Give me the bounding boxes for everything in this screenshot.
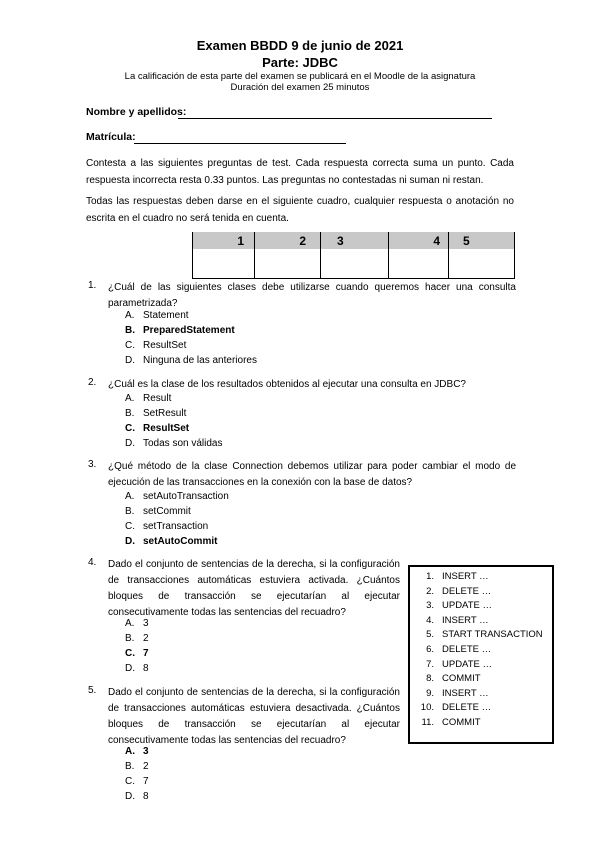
question-number: 5. [88, 685, 97, 696]
option-c: C. setTransaction [125, 521, 209, 532]
answer-cell-4[interactable] [389, 249, 449, 279]
question-number: 1. [88, 280, 97, 291]
answer-grid-col-4: 4 [389, 232, 449, 249]
question-number: 2. [88, 377, 97, 388]
answer-grid [192, 232, 515, 279]
statement-item: 6. DELETE … [426, 643, 492, 655]
options-list [125, 616, 149, 676]
question-text: ¿Cuál de las siguientes clases debe utilizarse cuando queremos hacer una consulta parametrizada? [108, 282, 516, 309]
option-b: B. setCommit [125, 506, 191, 517]
exam-title: Examen BBDD 9 de junio de 2021 [196, 38, 404, 53]
answer-grid-col-1: 1 [193, 232, 255, 249]
option-a: A. Statement [125, 310, 189, 321]
question-number: 4. [88, 557, 97, 568]
option-d: D. 8 [125, 663, 149, 674]
options-list [125, 391, 223, 451]
options-list [125, 489, 229, 549]
statement-item: 2. DELETE … [426, 585, 492, 597]
option-a: A. Result [125, 393, 172, 404]
option-b: B. SetResult [125, 408, 187, 419]
grading-note: La calificación de esta parte del examen se publicará en el Moodle de la asignatura [124, 71, 476, 82]
option-c: C. 7 [125, 648, 149, 659]
instructions-paragraph-2: Todas las respuestas deben darse en el siguiente cuadro, cualquier respuesta o anotación no escrita en el cuadro no será tenida en cuenta. [86, 196, 514, 224]
option-c: C. 7 [125, 776, 149, 787]
id-field[interactable] [134, 143, 346, 144]
option-d: D. setAutoCommit [125, 536, 218, 547]
name-field[interactable] [178, 118, 492, 119]
exam-duration: Duración del examen 25 minutos [230, 82, 370, 93]
statement-item: 4. INSERT … [426, 614, 489, 626]
statement-item: 11. COMMIT [421, 716, 481, 728]
option-a: A. 3 [125, 618, 149, 629]
statements-box [408, 565, 554, 744]
instructions-paragraph-1: Contesta a las siguientes preguntas de test. Cada respuesta correcta suma un punto. Cada respuesta incorrecta resta 0.33 puntos. Las preguntas no contestadas ni suman ni restan. [86, 158, 514, 186]
exam-part: Parte: JDBC [262, 55, 338, 70]
option-d: D. Todas son válidas [125, 438, 223, 449]
question-text: ¿Qué método de la clase Connection debemos utilizar para poder cambiar el modo de ejecución de las transacciones en la conexión con la base de datos? [108, 461, 516, 488]
options-list [125, 744, 149, 804]
answer-cell-2[interactable] [255, 249, 321, 279]
option-b: B. 2 [125, 761, 149, 772]
options-list [125, 308, 257, 368]
question-text: Dado el conjunto de sentencias de la derecha, si la configuración de transacciones automáticas estuviera activada. ¿Cuántos bloques de transacción se ejecutarían al ejecutar consecutivamente todas las sentencias del recuadro? [108, 559, 400, 618]
answer-grid-header [193, 232, 515, 249]
option-d: D. Ninguna de las anteriores [125, 355, 257, 366]
question-text: ¿Cuál es la clase de los resultados obtenidos al ejecutar una consulta en JDBC? [108, 379, 466, 390]
question-number: 3. [88, 459, 97, 470]
answer-grid-col-5: 5 [449, 232, 515, 249]
option-b: B. 2 [125, 633, 149, 644]
option-a: A. setAutoTransaction [125, 491, 229, 502]
statement-item: 1. INSERT … [426, 571, 489, 582]
statement-item: 3. UPDATE … [426, 600, 492, 612]
statement-item: 7. UPDATE … [426, 658, 492, 670]
statement-item: 5. START TRANSACTION [426, 629, 543, 641]
statement-item: 10. DELETE … [420, 702, 492, 714]
answer-grid-col-2: 2 [255, 232, 321, 249]
statement-item: 9. INSERT … [426, 687, 489, 699]
answer-cell-1[interactable] [193, 249, 255, 279]
option-c: C. ResultSet [125, 423, 190, 434]
answer-grid-col-3: 3 [321, 232, 389, 249]
option-b: B. PreparedStatement [125, 325, 235, 336]
statements-list [410, 570, 543, 731]
option-a: A. 3 [125, 746, 149, 757]
answer-grid-answers [193, 249, 515, 279]
option-c: C. ResultSet [125, 340, 187, 351]
name-label: Nombre y apellidos: [86, 106, 187, 118]
answer-cell-5[interactable] [449, 249, 515, 279]
option-d: D. 8 [125, 791, 149, 802]
statement-item: 8. COMMIT [426, 673, 481, 685]
answer-cell-3[interactable] [321, 249, 389, 279]
question-text: Dado el conjunto de sentencias de la derecha, si la configuración de transacciones automáticas estuviera desactivada. ¿Cuántos bloques de transacción se ejecutarían al ejecutar consecutivamente todas las sentencias del recuadro? [108, 687, 400, 746]
id-label: Matrícula: [86, 131, 136, 143]
